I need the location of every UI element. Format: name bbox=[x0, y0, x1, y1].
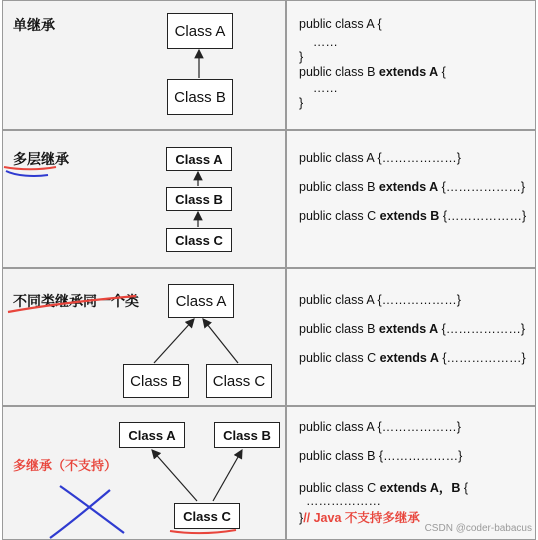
row1-code-panel bbox=[286, 0, 536, 130]
code-line: public class B {………………} bbox=[299, 449, 463, 463]
row2-title: 多层继承 bbox=[13, 151, 69, 167]
code-line: } bbox=[299, 96, 304, 110]
row4-code-panel bbox=[286, 406, 536, 540]
java-comment: // Java 不支持多继承 bbox=[303, 511, 420, 525]
code-line: public class A { bbox=[299, 17, 382, 31]
row2-class-c-box: Class C bbox=[166, 228, 232, 252]
code-line: }// Java 不支持多继承 bbox=[299, 511, 420, 525]
code-line: public class A {………………} bbox=[299, 151, 461, 165]
row4-class-a-box: Class A bbox=[119, 422, 185, 448]
code-line: public class C extends B {………………} bbox=[299, 209, 527, 223]
row2-class-b-box: Class B bbox=[166, 187, 232, 211]
row1-title: 单继承 bbox=[13, 17, 55, 33]
row2-code-panel bbox=[286, 130, 536, 268]
row1-class-a-box: Class A bbox=[167, 13, 233, 49]
code-line: } bbox=[299, 50, 304, 64]
code-line: public class C extends A {………………} bbox=[299, 351, 526, 365]
watermark: CSDN @coder-babacus bbox=[424, 523, 532, 534]
row3-code-panel bbox=[286, 268, 536, 406]
row3-class-b-box: Class B bbox=[123, 364, 189, 398]
row4-diagram-panel bbox=[2, 406, 286, 540]
row3-class-a-box: Class A bbox=[168, 284, 234, 318]
row4-class-b-box: Class B bbox=[214, 422, 280, 448]
row1-class-b-box: Class B bbox=[167, 79, 233, 115]
code-line: public class C extends A，B { bbox=[299, 481, 469, 495]
code-line: public class A {………………} bbox=[299, 293, 461, 307]
row4-title: 多继承（不支持） bbox=[13, 458, 118, 473]
row2-class-a-box: Class A bbox=[166, 147, 232, 171]
code-line: public class B extends A {………………} bbox=[299, 322, 526, 336]
code-line: …… bbox=[299, 35, 338, 49]
code-line: …… bbox=[299, 81, 338, 95]
code-line: public class A {………………} bbox=[299, 420, 461, 434]
code-line: ……………… bbox=[299, 494, 381, 508]
code-line: public class B extends A {………………} bbox=[299, 180, 526, 194]
row3-diagram-panel bbox=[2, 268, 286, 406]
row3-title: 不同类继承同一个类 bbox=[13, 293, 139, 309]
row4-class-c-box: Class C bbox=[174, 503, 240, 529]
code-line: public class B extends A { bbox=[299, 65, 446, 79]
row2-diagram-panel bbox=[2, 130, 286, 268]
row1-diagram-panel bbox=[2, 0, 286, 130]
row3-class-c-box: Class C bbox=[206, 364, 272, 398]
